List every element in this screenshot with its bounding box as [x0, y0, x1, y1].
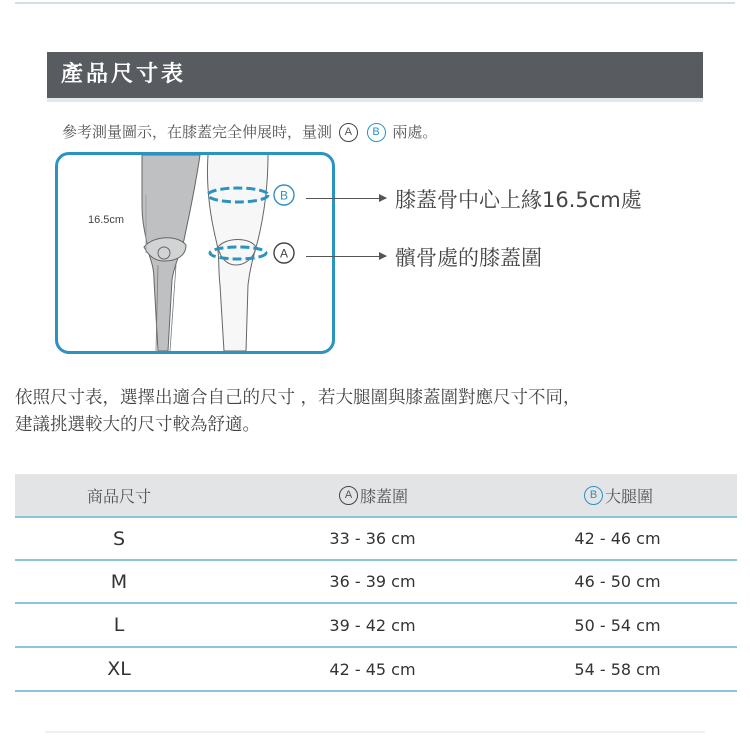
row-thigh: 50 - 54 cm — [574, 615, 661, 635]
header-size: 商品尺寸 — [86, 486, 151, 506]
right-leg-shape — [207, 155, 268, 351]
instruction-suffix: 兩處。 — [392, 123, 438, 141]
advice-line-2: 建議挑選較大的尺寸較為舒適。 — [15, 415, 260, 435]
row-knee: 36 - 39 cm — [329, 572, 416, 591]
size-advice — [15, 385, 581, 439]
header-thigh-label: 大腿圍 — [604, 486, 653, 506]
row-size: M — [110, 570, 128, 593]
measure-instruction — [62, 121, 437, 142]
callout-knee-position: 髕骨處的膝蓋圍 — [395, 246, 542, 270]
row-knee: 39 - 42 cm — [329, 615, 416, 635]
legs-illustration — [58, 155, 332, 351]
measure-distance-label: 16.5cm — [88, 214, 125, 226]
row-thigh: 54 - 58 cm — [574, 659, 661, 679]
row-size: L — [113, 614, 125, 636]
size-table — [15, 474, 737, 692]
row-knee: 42 - 45 cm — [329, 659, 416, 679]
row-size: S — [112, 527, 126, 550]
table-row — [15, 561, 737, 604]
header-marker-a: A — [339, 486, 358, 505]
callout-thigh-position: 膝蓋骨中心上緣16.5cm處 — [395, 188, 642, 212]
table-row — [15, 518, 737, 561]
table-header — [15, 474, 737, 518]
header-knee-label: 膝蓋圍 — [359, 486, 408, 506]
row-size: XL — [107, 658, 131, 680]
top-divider — [15, 2, 735, 4]
marker-b-badge: B — [367, 123, 386, 142]
row-thigh: 42 - 46 cm — [574, 529, 661, 548]
instruction-text: 參考測量圖示，在膝蓋完全伸展時，量測 — [62, 123, 333, 141]
row-knee: 33 - 36 cm — [329, 529, 416, 548]
row-thigh: 46 - 50 cm — [574, 572, 661, 591]
callout-b-arrow — [306, 198, 386, 199]
header-marker-b: B — [584, 486, 603, 505]
table-row — [15, 648, 737, 692]
bottom-divider — [45, 731, 705, 733]
header-thigh — [555, 474, 680, 516]
marker-a-badge: A — [339, 123, 358, 142]
section-title: 產品尺寸表 — [47, 52, 703, 98]
knee-measure-diagram — [55, 152, 335, 354]
marker-b-letter: B — [279, 188, 289, 203]
advice-line-1: 依照尺寸表，選擇出適合自己的尺寸 ，若大腿圍與膝蓋圍對應尺寸不同， — [15, 388, 581, 408]
table-row — [15, 604, 737, 648]
callout-a-arrow — [306, 256, 386, 257]
header-knee — [315, 474, 430, 516]
marker-a-letter: A — [279, 246, 289, 261]
